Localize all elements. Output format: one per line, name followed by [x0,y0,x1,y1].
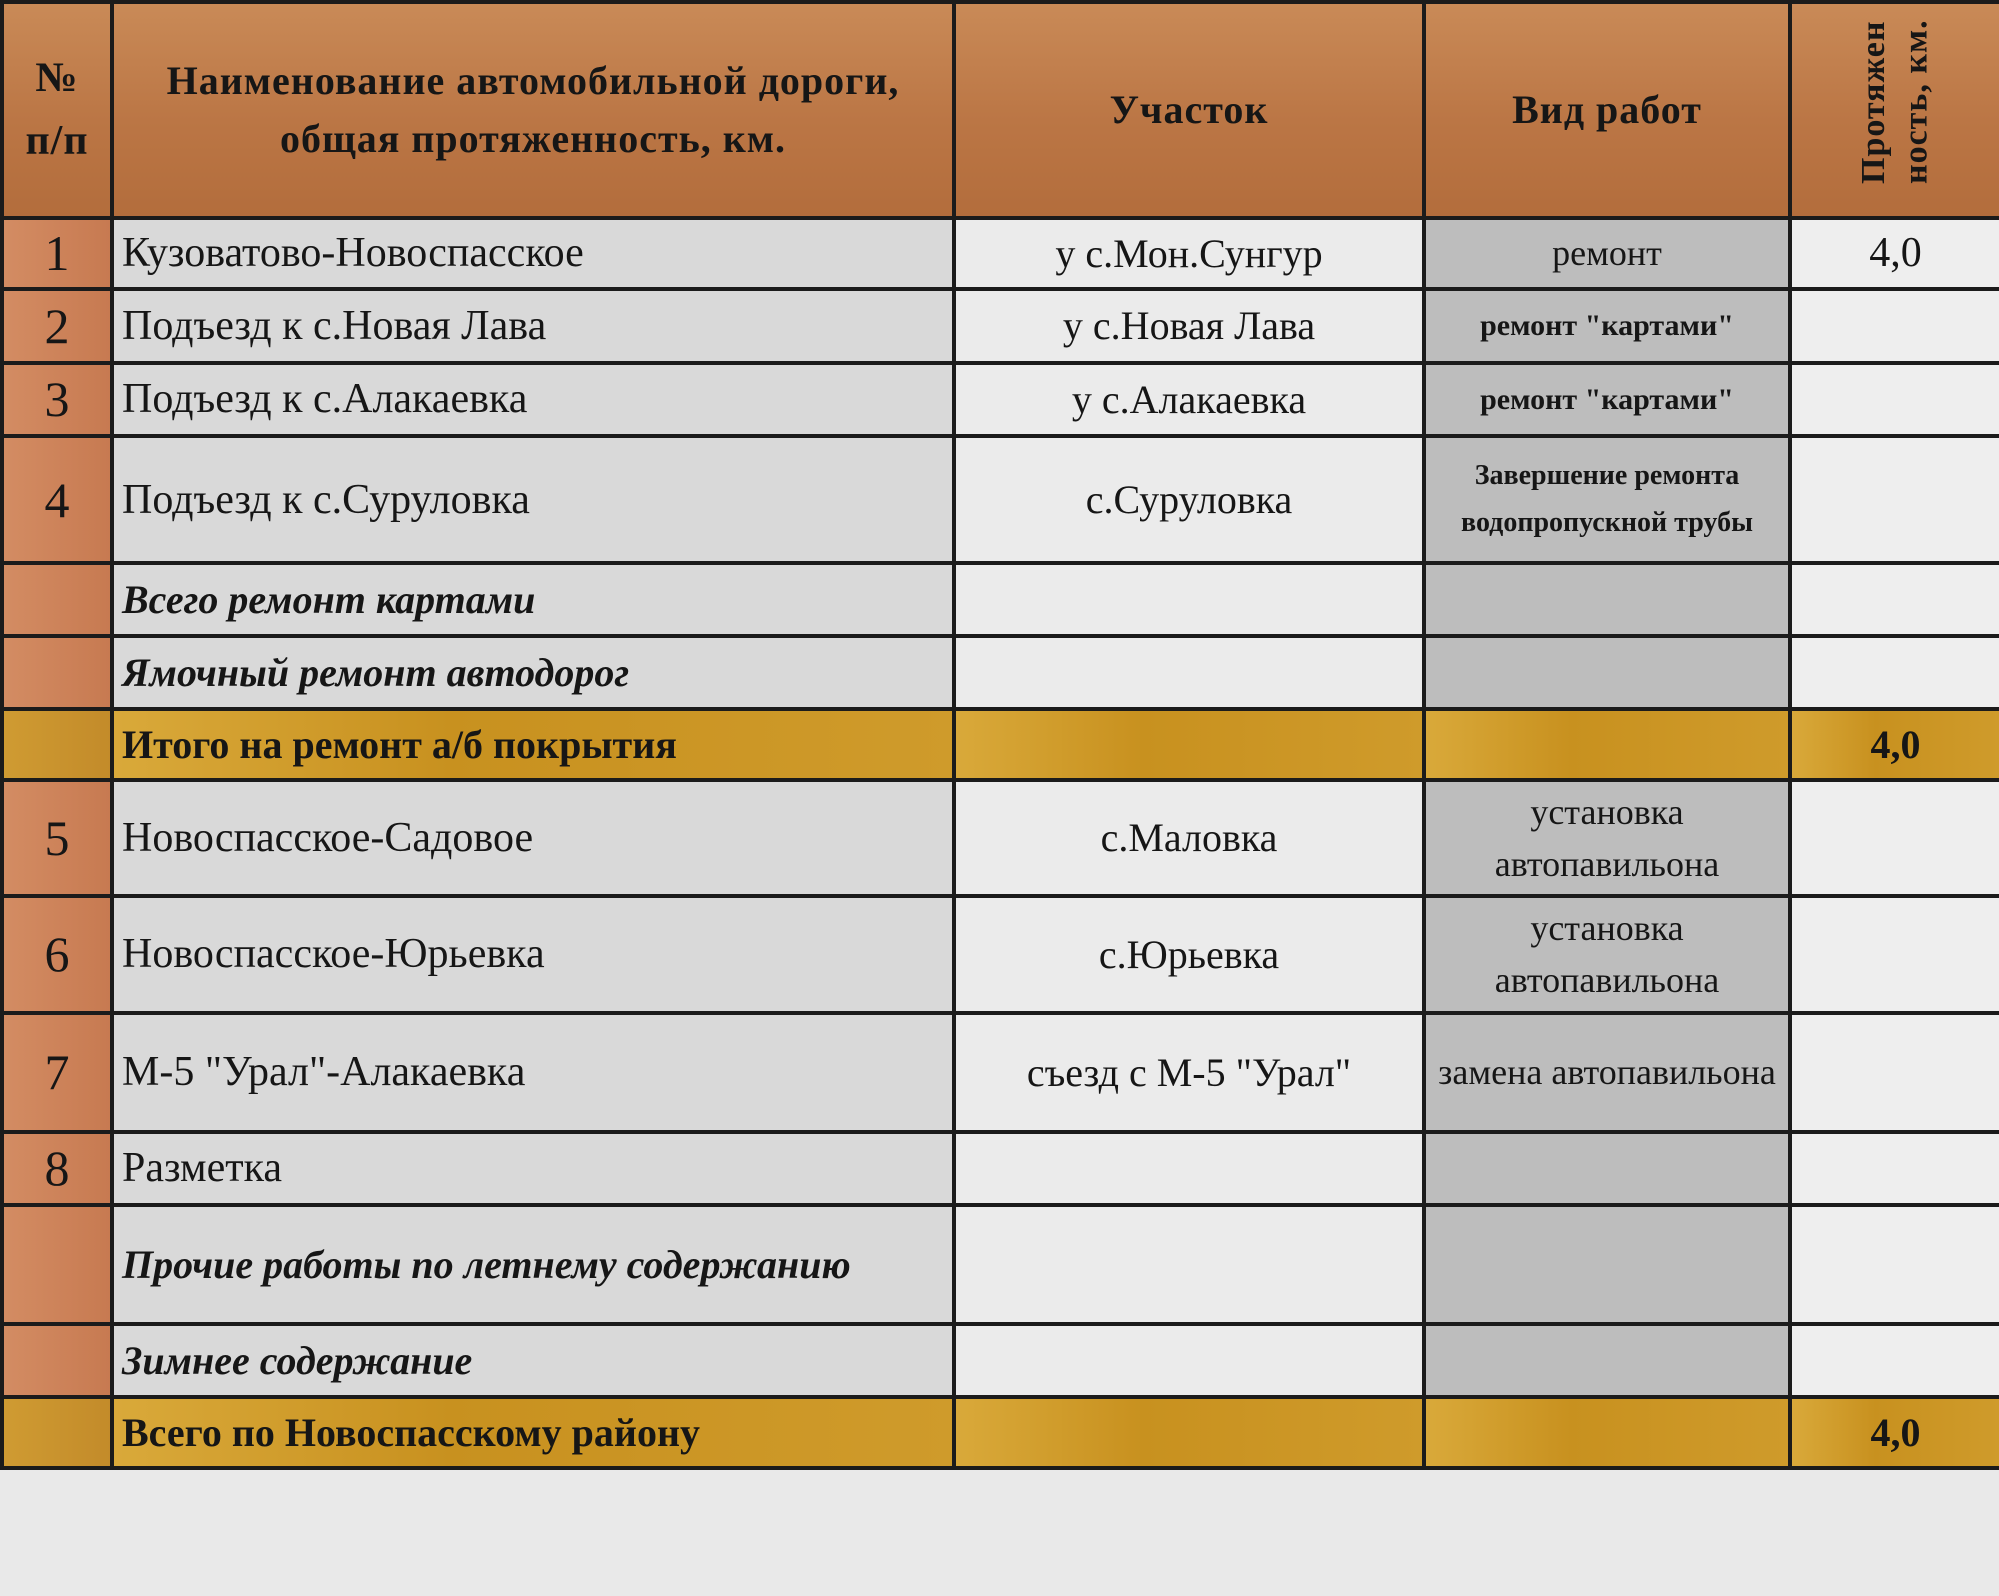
road-name: Новоспасское-Садовое [112,780,954,895]
length-km [1790,1132,1999,1205]
row-number [2,636,112,709]
row-number: 2 [2,289,112,363]
work-type: установка автопавильона [1424,896,1790,1014]
header-row [2,2,1999,218]
row-number: 1 [2,218,112,289]
table-row [2,1324,1999,1397]
length-km [1790,289,1999,363]
road-name: Итого на ремонт а/б покрытия [112,709,954,780]
road-name: Ямочный ремонт автодорог [112,636,954,709]
header-work-type: Вид работ [1424,2,1790,218]
road-name: Прочие работы по летнему содержанию [112,1205,954,1325]
road-section: съезд с М-5 "Урал" [954,1013,1424,1132]
length-km [1790,1324,1999,1397]
table-row [2,636,1999,709]
road-section [954,563,1424,636]
length-km: 4,0 [1790,1397,1999,1468]
road-section: с.Суруловка [954,436,1424,564]
length-km [1790,436,1999,564]
work-type: ремонт [1424,218,1790,289]
work-type [1424,1397,1790,1468]
road-name: Кузоватово-Новоспасское [112,218,954,289]
road-name: Всего по Новоспасскому району [112,1397,954,1468]
work-type [1424,1324,1790,1397]
work-type [1424,709,1790,780]
work-type [1424,563,1790,636]
row-number: 7 [2,1013,112,1132]
road-section [954,636,1424,709]
work-type [1424,636,1790,709]
length-km: 4,0 [1790,218,1999,289]
table-row [2,436,1999,564]
length-km [1790,1205,1999,1325]
road-section [954,1205,1424,1325]
work-type: замена автопавильона [1424,1013,1790,1132]
work-type: ремонт "картами" [1424,289,1790,363]
work-type: ремонт "картами" [1424,363,1790,436]
table-row [2,363,1999,436]
length-km [1790,636,1999,709]
length-km [1790,780,1999,895]
row-number: 5 [2,780,112,895]
row-number [2,709,112,780]
road-section: с.Маловка [954,780,1424,895]
length-km [1790,363,1999,436]
work-type: установка автопавильона [1424,780,1790,895]
road-name: Разметка [112,1132,954,1205]
road-section [954,1397,1424,1468]
row-number [2,1324,112,1397]
length-km [1790,896,1999,1014]
road-section [954,1324,1424,1397]
row-number: 4 [2,436,112,564]
road-section [954,709,1424,780]
header-road-name: Наименование автомобильной дороги, общая протяженность, км. [112,2,954,218]
road-name: Подъезд к с.Новая Лава [112,289,954,363]
subtotal-row [2,709,1999,780]
row-number [2,563,112,636]
road-name: Всего ремонт картами [112,563,954,636]
table-row [2,780,1999,895]
row-number: 8 [2,1132,112,1205]
header-length: Протяжен ность, км. [1790,2,1999,218]
road-name: Подъезд к с.Суруловка [112,436,954,564]
work-type [1424,1205,1790,1325]
grand-total-row [2,1397,1999,1468]
road-name: М-5 "Урал"-Алакаевка [112,1013,954,1132]
table-row [2,1013,1999,1132]
table-row [2,1205,1999,1325]
length-km: 4,0 [1790,709,1999,780]
road-section [954,1132,1424,1205]
row-number: 3 [2,363,112,436]
row-number [2,1397,112,1468]
road-section: у с.Мон.Сунгур [954,218,1424,289]
row-number [2,1205,112,1325]
road-section: с.Юрьевка [954,896,1424,1014]
road-name: Подъезд к с.Алакаевка [112,363,954,436]
row-number: 6 [2,896,112,1014]
header-section: Участок [954,2,1424,218]
road-section: у с.Новая Лава [954,289,1424,363]
road-name: Новоспасское-Юрьевка [112,896,954,1014]
road-section: у с.Алакаевка [954,363,1424,436]
header-number: № п/п [2,2,112,218]
table-row [2,218,1999,289]
table-row [2,896,1999,1014]
work-type: Завершение ремонта водопропускной трубы [1424,436,1790,564]
road-name: Зимнее содержание [112,1324,954,1397]
work-type [1424,1132,1790,1205]
table-row [2,563,1999,636]
length-km [1790,1013,1999,1132]
length-km [1790,563,1999,636]
table-row [2,1132,1999,1205]
table-row [2,289,1999,363]
